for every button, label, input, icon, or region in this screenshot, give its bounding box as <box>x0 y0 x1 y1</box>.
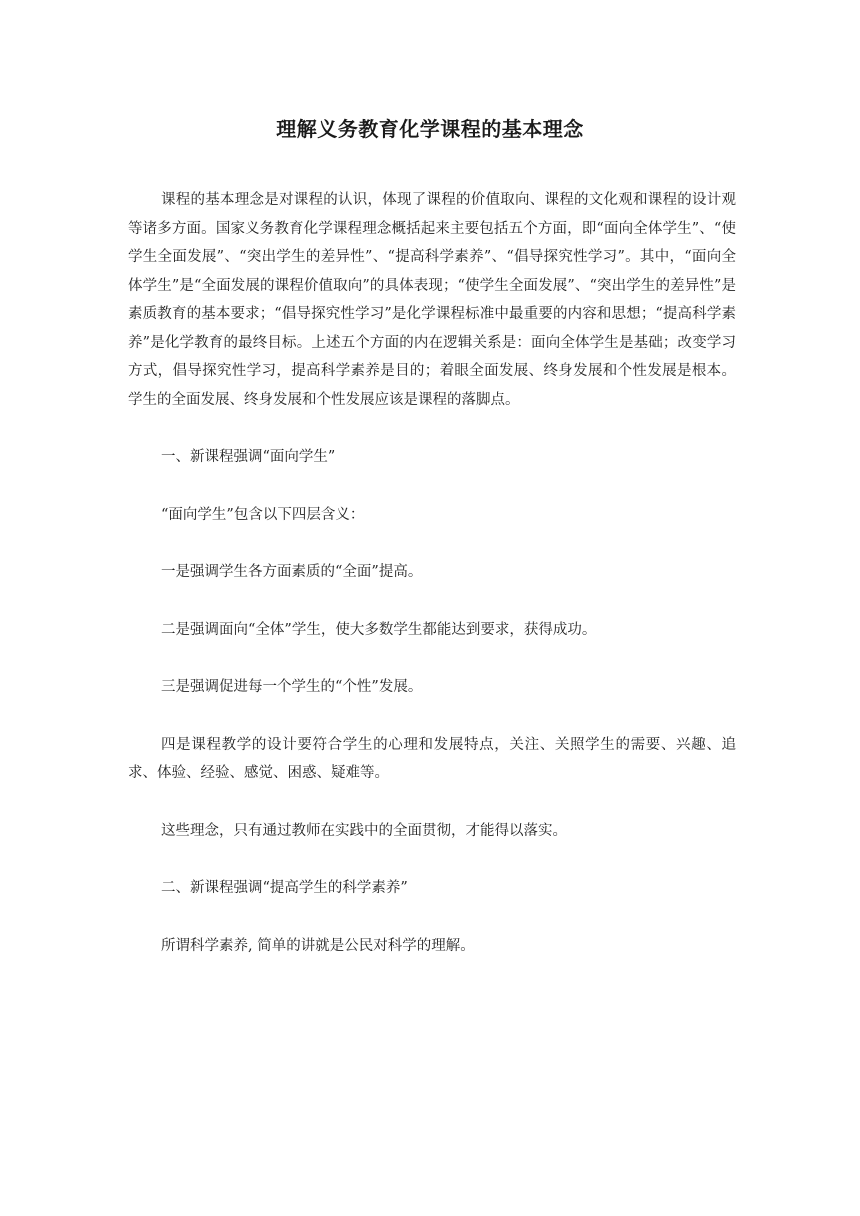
document-body <box>128 186 736 989</box>
paragraph-meaning-3: 三是强调促进每一个学生的“个性”发展。 <box>161 679 423 695</box>
intro-paragraph: 课程的基本理念是对课程的认识，体现了课程的价值取向、课程的文化观和课程的设计观等诸多方面。国家义务教育化学课程理念概括起来主要包括五个方面，即“面向全体学生”、“使学生全面发展”、“突出学生的差异性”、“提高科学素养”、“倡导探究性学习”。其中，“面向全体学生”是“全面发展的课程价值取向”的具体表现；“使学生全面发展”、“突出学生的差异性”是素质教育的基本要求；“倡导探究性学习”是化学课程标准中最重要的内容和思想；“提高科学素养”是化学教育的最终目标。上述五个方面的内在逻辑关系是：面向全体学生是基础；改变学习方式，倡导探究性学习，提高科学素养是目的；着眼全面发展、终身发展和个性发展是根本。学生的全面发展、终身发展和个性发展应该是课程的落脚点。 <box>128 192 736 408</box>
paragraph-science-literacy: 所谓科学素养, 简单的讲就是公民对科学的理解。 <box>161 937 475 954</box>
paragraph-meaning-4: 四是课程教学的设计要符合学生的心理和发展特点，关注、关照学生的需要、兴趣、追求、体验、经验、感觉、困惑、疑难等。 <box>128 736 736 781</box>
section-heading-2: 二、新课程强调“提高学生的科学素养” <box>161 880 408 896</box>
paragraph-meaning-1: 一是强调学生各方面素质的“全面”提高。 <box>161 564 423 580</box>
paragraph-conclusion: 这些理念，只有通过教师在实践中的全面贯彻，才能得以落实。 <box>161 822 567 839</box>
document-title: 理解义务教育化学课程的基本理念 <box>276 117 584 141</box>
paragraph-meaning-2: 二是强调面向“全体”学生，使大多数学生都能达到要求，获得成功。 <box>161 621 597 638</box>
section-heading-1: 一、新课程强调“面向学生” <box>161 449 336 465</box>
paragraph-meaning-intro: “面向学生”包含以下四层含义： <box>161 506 365 523</box>
